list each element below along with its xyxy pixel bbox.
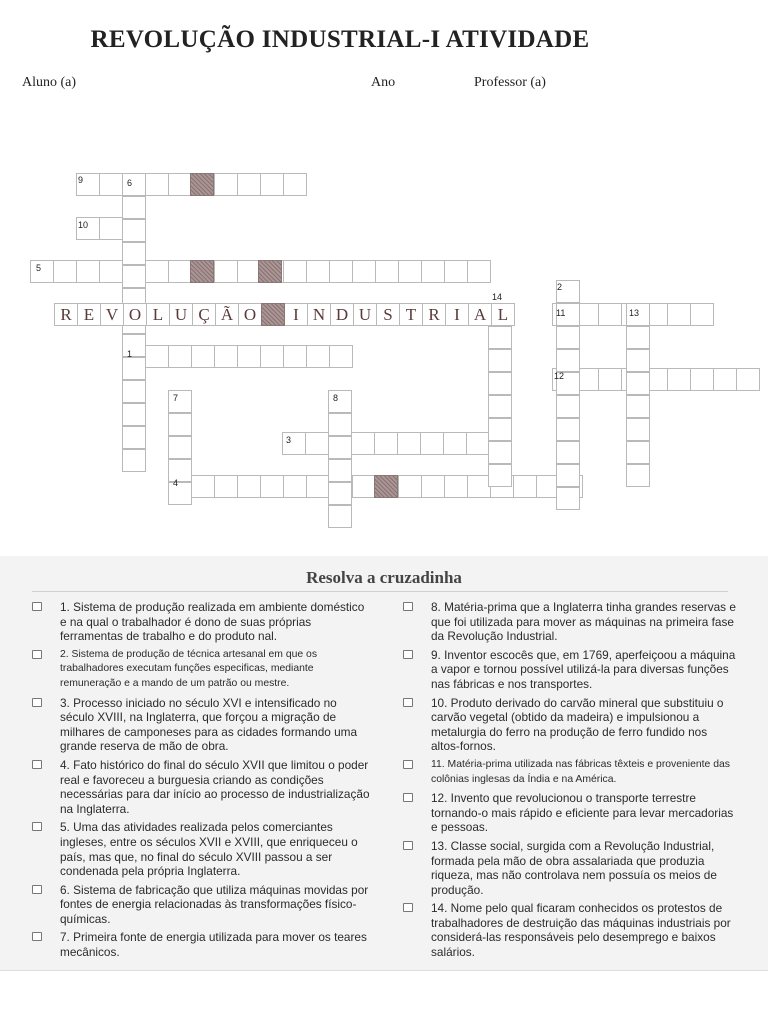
- clue-number: 2: [557, 282, 563, 292]
- crossword-cell[interactable]: [168, 260, 192, 283]
- crossword-cell[interactable]: [122, 334, 146, 357]
- clue-number: 13: [629, 308, 640, 318]
- crossword-cell[interactable]: [556, 487, 580, 510]
- answer-letter: D: [330, 303, 354, 326]
- crossword-block: [261, 303, 285, 326]
- crossword-cell[interactable]: [444, 260, 468, 283]
- clue-number: 8: [333, 393, 339, 403]
- crossword-cell[interactable]: [352, 260, 376, 283]
- crossword-cell[interactable]: [168, 345, 192, 368]
- clue-number: 5: [36, 263, 42, 273]
- crossword-cell[interactable]: [556, 349, 580, 372]
- crossword-cell[interactable]: [122, 265, 146, 288]
- crossword-cell[interactable]: [122, 173, 146, 196]
- crossword-cell[interactable]: [374, 432, 398, 455]
- answer-letter: V: [100, 303, 124, 326]
- crossword-cell[interactable]: [122, 426, 146, 449]
- crossword-cell[interactable]: [626, 441, 650, 464]
- crossword-cell[interactable]: [122, 357, 146, 380]
- clue-text: 12. Invento que revolucionou o transporte terrestre tornando-o mais rápido e eficiente para levar mercadorias e pessoas.: [431, 791, 734, 835]
- crossword-cell[interactable]: [99, 173, 123, 196]
- clue-number: 10: [78, 220, 89, 230]
- crossword-cell[interactable]: [626, 372, 650, 395]
- crossword-cell[interactable]: [398, 475, 422, 498]
- crossword-cell[interactable]: [283, 475, 307, 498]
- clue-text: 1. Sistema de produção realizada em ambiente doméstico e na qual o trabalhador é dono de suas próprias ferramentas de trabalho e do produto nal.: [60, 600, 365, 644]
- clue-text: 10. Produto derivado do carvão mineral que substituiu o carvão vegetal (obtido da madeira) e impulsionou a metalurgia do ferro na produção de ferro fundido nos altos-fornos.: [431, 695, 724, 754]
- crossword-cell[interactable]: [421, 475, 445, 498]
- clue-checkbox[interactable]: [32, 602, 42, 611]
- answer-letter: E: [77, 303, 101, 326]
- answer-letter: Ç: [192, 303, 216, 326]
- crossword-cell[interactable]: [598, 303, 622, 326]
- crossword-cell[interactable]: [122, 449, 146, 472]
- clue-item: [32, 930, 372, 959]
- crossword-cell[interactable]: [667, 368, 691, 391]
- crossword-cell[interactable]: [168, 459, 192, 482]
- clue-checkbox[interactable]: [403, 650, 413, 659]
- answer-letter: U: [353, 303, 377, 326]
- clue-checkbox[interactable]: [32, 932, 42, 941]
- clue-checkbox[interactable]: [32, 822, 42, 831]
- answer-letter: A: [468, 303, 492, 326]
- answer-letter: S: [376, 303, 400, 326]
- crossword-block: [258, 260, 282, 283]
- crossword-cell[interactable]: [214, 260, 238, 283]
- answer-letter: I: [445, 303, 469, 326]
- clues-left-column: [32, 600, 372, 964]
- crossword-cell[interactable]: [145, 173, 169, 196]
- crossword-cell[interactable]: [237, 173, 261, 196]
- crossword-cell[interactable]: [168, 436, 192, 459]
- clue-item: [403, 839, 739, 897]
- crossword-block: [374, 475, 398, 498]
- crossword-cell[interactable]: [328, 505, 352, 528]
- crossword-cell[interactable]: [191, 475, 215, 498]
- answer-letter: O: [123, 303, 147, 326]
- crossword-cell[interactable]: [488, 441, 512, 464]
- crossword-cell[interactable]: [556, 326, 580, 349]
- clue-checkbox[interactable]: [32, 650, 42, 659]
- clue-item: [403, 901, 739, 959]
- clue-item: [403, 648, 739, 692]
- crossword-block: [190, 260, 214, 283]
- crossword-cell[interactable]: [513, 475, 537, 498]
- clue-text: 13. Classe social, surgida com a Revolução Industrial, formada pela mão de obra assalariada que produzia riqueza, mas não controlava nem possuía os meios de produção.: [431, 838, 717, 897]
- crossword-cell[interactable]: [122, 196, 146, 219]
- crossword-cell[interactable]: [690, 368, 714, 391]
- crossword-cell[interactable]: [626, 395, 650, 418]
- answer-letter: R: [54, 303, 78, 326]
- crossword-cell[interactable]: [736, 368, 760, 391]
- clue-text: 5. Uma das atividades realizada pelos comerciantes ingleses, entre os séculos XVII e XVIII, que enriqueceu o país, mas que, no final do século XVIII passou a ser condenada pela própria Inglaterra.: [60, 820, 358, 879]
- crossword-cell[interactable]: [99, 217, 123, 240]
- answer-letter: Ã: [215, 303, 239, 326]
- clue-item: [32, 883, 372, 927]
- clue-number: 7: [173, 393, 179, 403]
- crossword-cell[interactable]: [626, 349, 650, 372]
- clue-checkbox[interactable]: [32, 760, 42, 769]
- clue-item: [32, 696, 372, 754]
- clue-number: 9: [78, 175, 84, 185]
- clue-item: [403, 696, 739, 754]
- clue-text: 3. Processo iniciado no século XVI e intensificado no século XVIII, na Inglaterra, que forçou a migração de milhares de camponeses para as cidades formando uma grande reserva de mão de obra.: [60, 695, 358, 754]
- clue-item: [32, 758, 372, 816]
- crossword-cell[interactable]: [305, 432, 329, 455]
- instructions-heading: Resolva a cruzadinha: [306, 568, 462, 587]
- crossword-cell[interactable]: [168, 482, 192, 505]
- crossword-cell[interactable]: [168, 413, 192, 436]
- crossword-cell[interactable]: [488, 372, 512, 395]
- crossword-cell[interactable]: [443, 432, 467, 455]
- clue-checkbox[interactable]: [403, 760, 413, 769]
- clue-item: [403, 791, 739, 835]
- crossword-cell[interactable]: [122, 380, 146, 403]
- crossword-cell[interactable]: [488, 418, 512, 441]
- answer-letter: N: [307, 303, 331, 326]
- crossword-cell[interactable]: [168, 390, 192, 413]
- clue-checkbox[interactable]: [403, 793, 413, 802]
- crossword-cell[interactable]: [444, 475, 468, 498]
- crossword-cell[interactable]: [626, 464, 650, 487]
- clue-number: 1: [127, 349, 133, 359]
- crossword-cell[interactable]: [122, 219, 146, 242]
- clue-number: 14: [492, 292, 503, 302]
- crossword-cell[interactable]: [713, 368, 737, 391]
- clue-text: 6. Sistema de fabricação que utiliza máquinas movidas por fontes de energia relacionadas às transformações físico-químicas.: [60, 882, 369, 926]
- crossword-cell[interactable]: [145, 345, 169, 368]
- clue-item: [32, 820, 372, 878]
- clue-number: 11: [556, 308, 566, 318]
- crossword-cell[interactable]: [214, 173, 238, 196]
- crossword-cell[interactable]: [488, 349, 512, 372]
- crossword-cell[interactable]: [598, 368, 622, 391]
- crossword-cell[interactable]: [122, 242, 146, 265]
- clue-text: 4. Fato histórico do final do século XVII que limitou o poder real e favoreceu a burguesia criando as condições necessárias para dar início ao processo de industrialização na Inglaterra.: [60, 757, 370, 816]
- clue-item: [32, 600, 372, 644]
- crossword-cell[interactable]: [168, 173, 192, 196]
- divider: [32, 591, 728, 592]
- clue-item: [403, 758, 739, 787]
- crossword-cell[interactable]: [556, 395, 580, 418]
- crossword-cell[interactable]: [488, 395, 512, 418]
- clue-number: 3: [286, 435, 292, 445]
- crossword-cell[interactable]: [398, 260, 422, 283]
- answer-letter: O: [238, 303, 262, 326]
- clue-checkbox[interactable]: [403, 841, 413, 850]
- crossword-cell[interactable]: [329, 345, 353, 368]
- crossword-cell[interactable]: [283, 173, 307, 196]
- teacher-label: Professor (a): [474, 75, 546, 90]
- crossword-cell[interactable]: [351, 432, 375, 455]
- answer-letter: L: [146, 303, 170, 326]
- answer-letter: R: [422, 303, 446, 326]
- crossword-cell[interactable]: [99, 260, 123, 283]
- answer-letter: T: [399, 303, 423, 326]
- clue-number: 4: [173, 478, 179, 488]
- crossword-cell[interactable]: [667, 303, 691, 326]
- crossword-cell[interactable]: [237, 345, 261, 368]
- answer-letter: L: [491, 303, 515, 326]
- clue-text: 11. Matéria-prima utilizada nas fábricas têxteis e proveniente das colônias inglesas da Índia e na América.: [431, 758, 730, 785]
- crossword-cell[interactable]: [421, 260, 445, 283]
- crossword-cell[interactable]: [214, 345, 238, 368]
- clue-text: 7. Primeira fonte de energia utilizada para mover os teares mecânicos.: [60, 930, 367, 960]
- crossword-cell[interactable]: [556, 418, 580, 441]
- crossword-cell[interactable]: [328, 413, 352, 436]
- crossword-cell[interactable]: [237, 475, 261, 498]
- crossword-cell[interactable]: [690, 303, 714, 326]
- crossword-cell[interactable]: [556, 441, 580, 464]
- crossword-cell[interactable]: [488, 464, 512, 487]
- crossword-cell[interactable]: [626, 326, 650, 349]
- student-label: Aluno (a): [22, 75, 77, 90]
- crossword-cell[interactable]: [30, 260, 54, 283]
- crossword-cell[interactable]: [328, 390, 352, 413]
- answer-letter: U: [169, 303, 193, 326]
- clue-checkbox[interactable]: [403, 698, 413, 707]
- crossword-cell[interactable]: [329, 260, 353, 283]
- clues-right-column: [403, 600, 739, 964]
- clue-text: 9. Inventor escocês que, em 1769, aperfeiçoou a máquina a vapor e tornou possível utilizá-la para diversas funções nas fábricas e nos transportes.: [431, 647, 736, 691]
- crossword-cell[interactable]: [420, 432, 444, 455]
- year-label: Ano: [371, 75, 396, 90]
- clue-text: 8. Matéria-prima que a Inglaterra tinha grandes reservas e que foi utilizada para mover as máquinas na primeira fase da Revolução Industrial.: [431, 600, 736, 644]
- crossword-cell[interactable]: [375, 260, 399, 283]
- crossword-cell[interactable]: [191, 345, 215, 368]
- clue-number: 12: [554, 371, 565, 381]
- clue-number: 6: [127, 178, 133, 188]
- crossword-cell[interactable]: [145, 260, 169, 283]
- clue-text: 2. Sistema de produção de técnica artesanal em que os trabalhadores executam funções especificas, mediante remuneração e a mando de um patrão ou mestre.: [60, 648, 318, 689]
- crossword-cell[interactable]: [488, 326, 512, 349]
- clue-item: [403, 600, 739, 644]
- crossword-cell[interactable]: [556, 464, 580, 487]
- crossword-cell[interactable]: [122, 403, 146, 426]
- crossword-cell[interactable]: [260, 475, 284, 498]
- crossword-cell[interactable]: [397, 432, 421, 455]
- crossword-cell[interactable]: [283, 345, 307, 368]
- clue-item: [32, 648, 372, 692]
- crossword-block: [190, 173, 214, 196]
- clue-checkbox[interactable]: [32, 698, 42, 707]
- crossword-cell[interactable]: [260, 345, 284, 368]
- crossword-cell[interactable]: [214, 475, 238, 498]
- clue-checkbox[interactable]: [403, 602, 413, 611]
- crossword-cell[interactable]: [467, 260, 491, 283]
- clue-text: 14. Nome pelo qual ficaram conhecidos os protestos de trabalhadores de destruição das máquinas industriais por considerá-las responsáveis pelo desemprego e baixos salários.: [431, 901, 731, 960]
- crossword-cell[interactable]: [626, 418, 650, 441]
- crossword-cell[interactable]: [352, 475, 376, 498]
- crossword-cell[interactable]: [306, 475, 330, 498]
- clue-checkbox[interactable]: [32, 885, 42, 894]
- clue-checkbox[interactable]: [403, 903, 413, 912]
- crossword-cell[interactable]: [306, 345, 330, 368]
- crossword-cell[interactable]: [328, 482, 352, 505]
- crossword-cell[interactable]: [53, 260, 77, 283]
- page-title: REVOLUÇÃO INDUSTRIAL-I ATIVIDADE: [90, 26, 590, 53]
- crossword-cell[interactable]: [306, 260, 330, 283]
- crossword-cell[interactable]: [76, 260, 100, 283]
- crossword-cell[interactable]: [283, 260, 307, 283]
- crossword-cell[interactable]: [328, 459, 352, 482]
- answer-letter: I: [284, 303, 308, 326]
- crossword-cell[interactable]: [466, 432, 490, 455]
- crossword-cell[interactable]: [260, 173, 284, 196]
- crossword-cell[interactable]: [328, 436, 352, 459]
